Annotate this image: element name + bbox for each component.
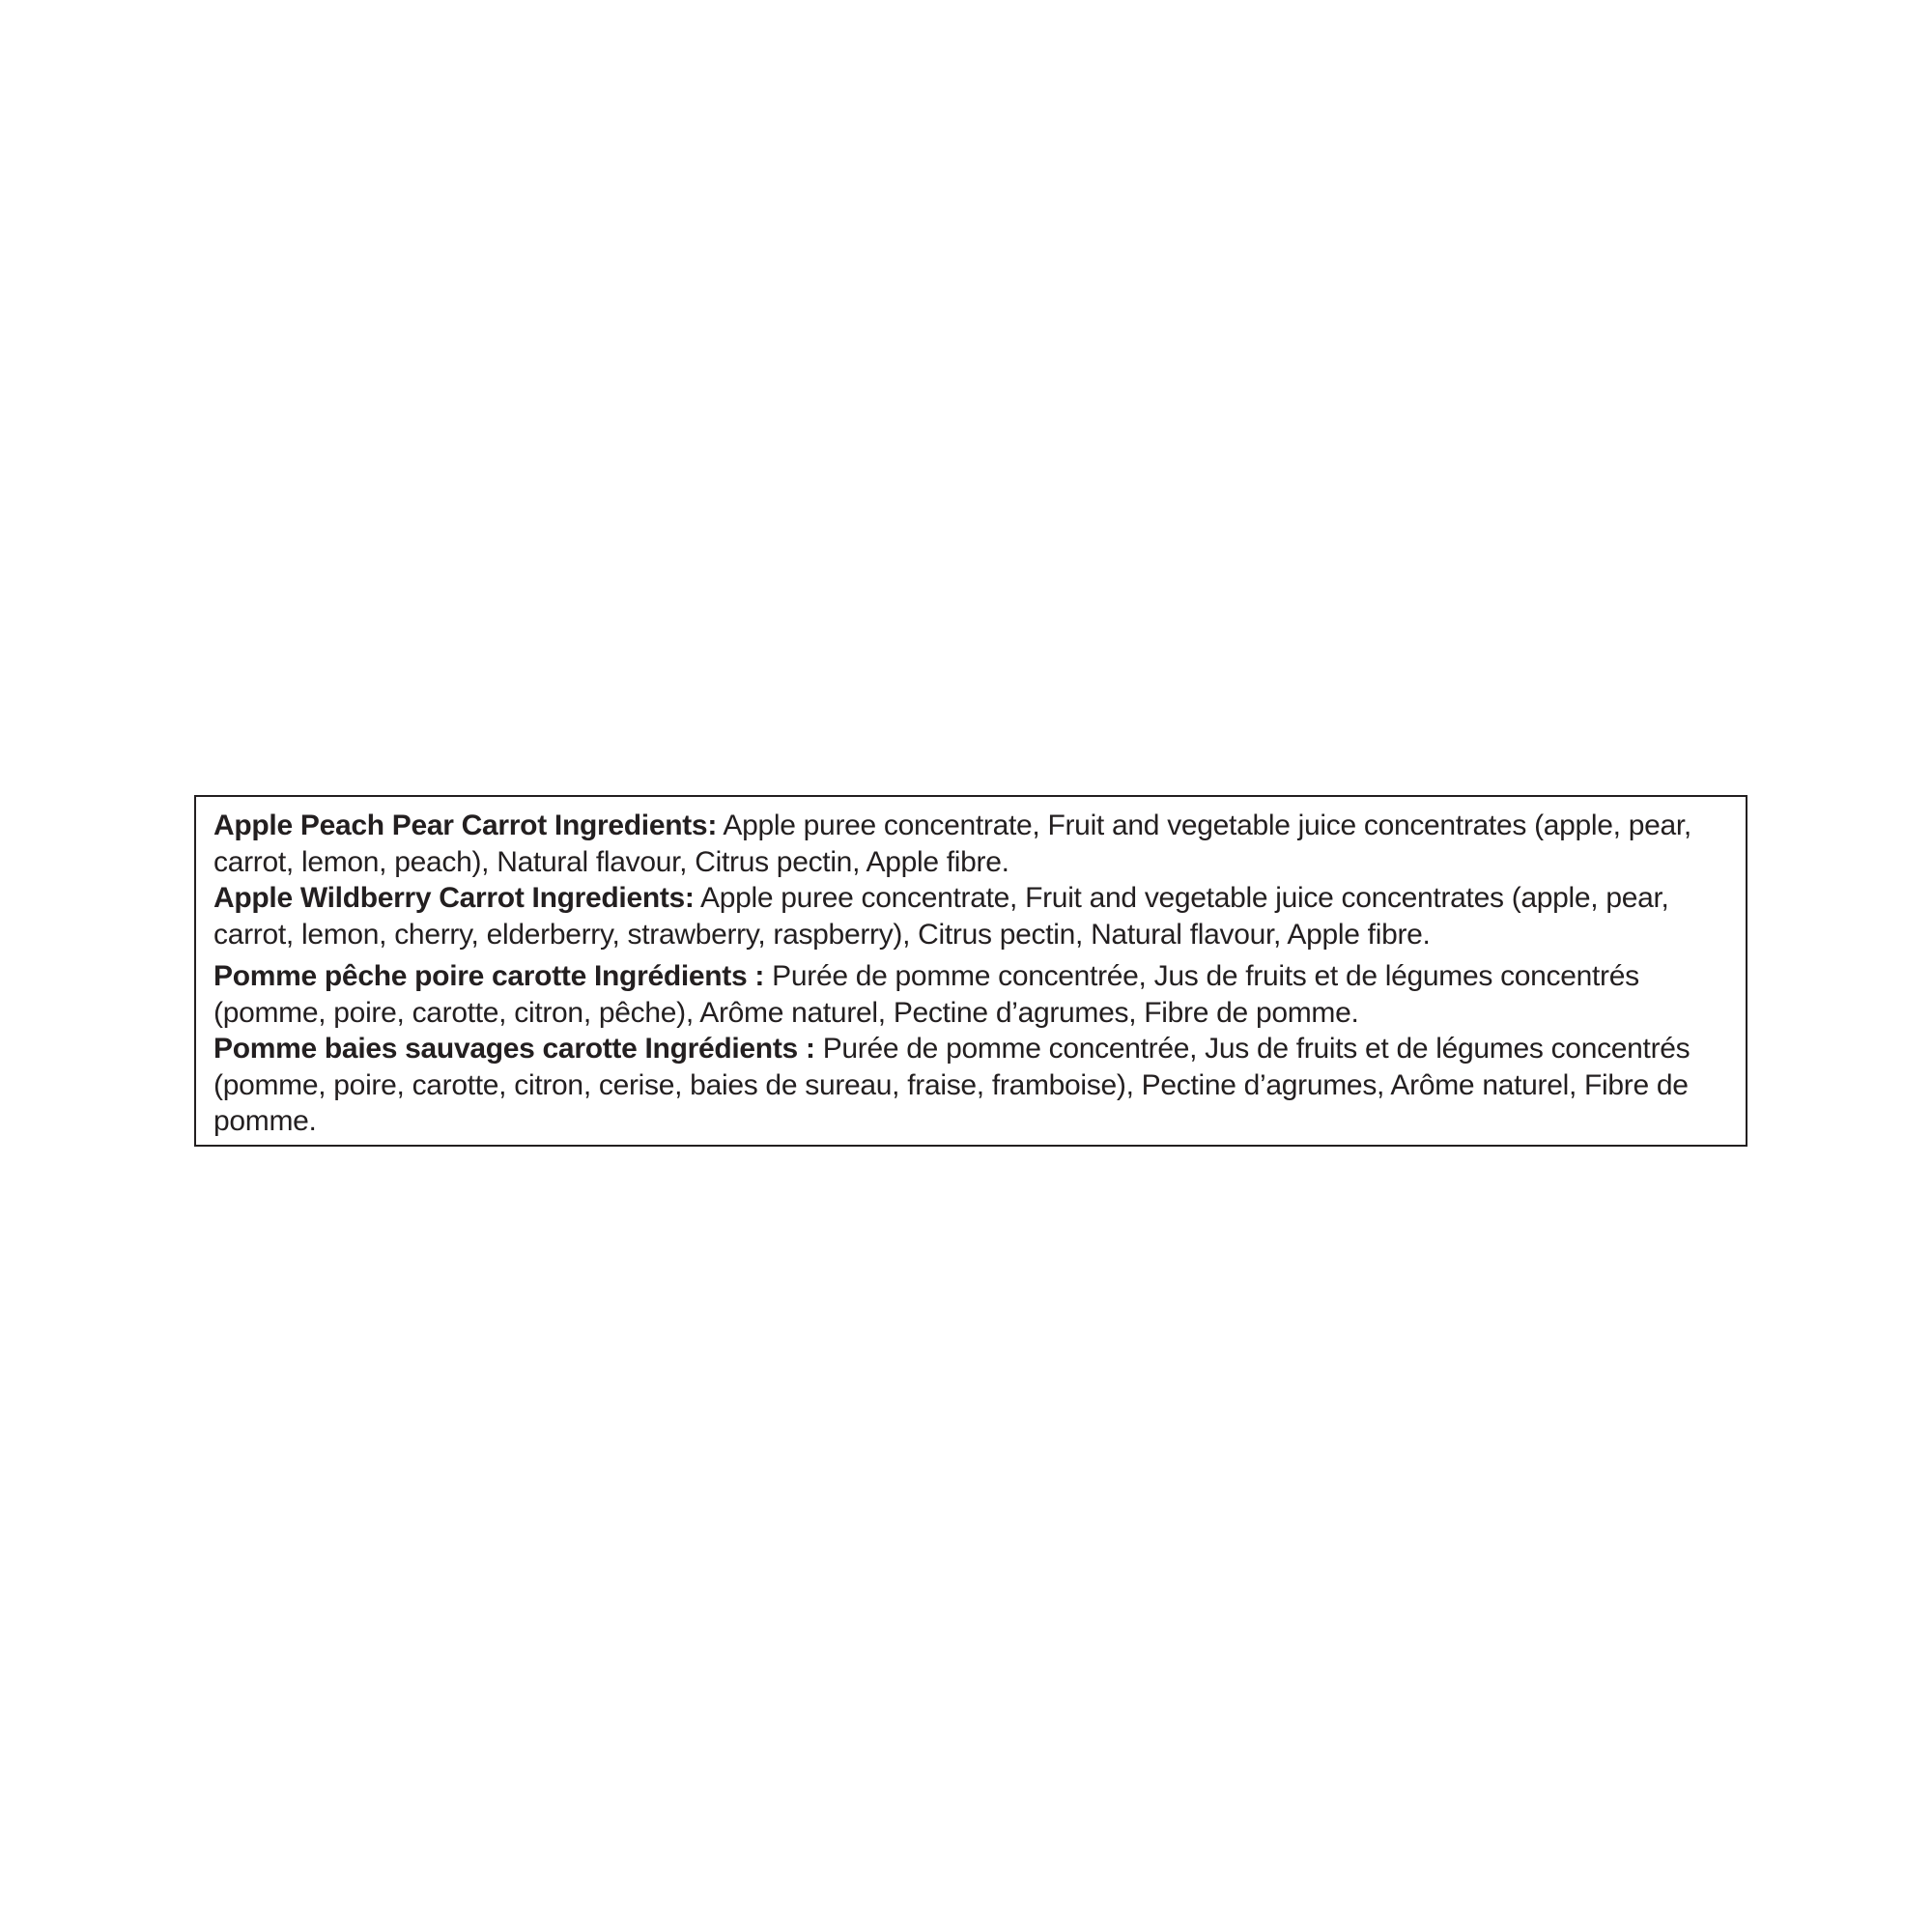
ingredient-entry-apple-peach-pear-carrot — [213, 808, 1728, 880]
ingredient-entry-pomme-baies-sauvages-carotte — [213, 1031, 1728, 1140]
entry-heading: Apple Peach Pear Carrot Ingredients: — [213, 810, 718, 841]
ingredients-panel — [194, 795, 1747, 1147]
entry-ingredients: Purée de pomme concentrée, Jus de fruits et de légumes concentrés (pomme, poire, carotte, citron, cerise, baies de sureau, fraise, framboise), Pectine d’agrumes, Arôme naturel, Fibre de pomme. — [213, 1033, 1690, 1137]
entry-ingredients: Apple puree concentrate, Fruit and vegetable juice concentrates (apple, pear, carrot, lemon, cherry, elderberry, strawberry, raspberry), Citrus pectin, Natural flavour, Apple fibre. — [213, 882, 1669, 951]
entry-heading: Pomme pêche poire carotte Ingrédients : — [213, 960, 765, 992]
entry-ingredients: Apple puree concentrate, Fruit and vegetable juice concentrates (apple, pear, carrot, lemon, peach), Natural flavour, Citrus pectin, Apple fibre. — [213, 810, 1691, 878]
entry-ingredients: Purée de pomme concentrée, Jus de fruits et de légumes concentrés (pomme, poire, carotte, citron, pêche), Arôme naturel, Pectine d’agrumes, Fibre de pomme. — [213, 960, 1639, 1029]
ingredient-entry-pomme-peche-poire-carotte — [213, 958, 1728, 1031]
ingredient-entry-apple-wildberry-carrot — [213, 880, 1728, 952]
entry-heading: Pomme baies sauvages carotte Ingrédients : — [213, 1033, 815, 1065]
entry-heading: Apple Wildberry Carrot Ingredients: — [213, 882, 695, 914]
